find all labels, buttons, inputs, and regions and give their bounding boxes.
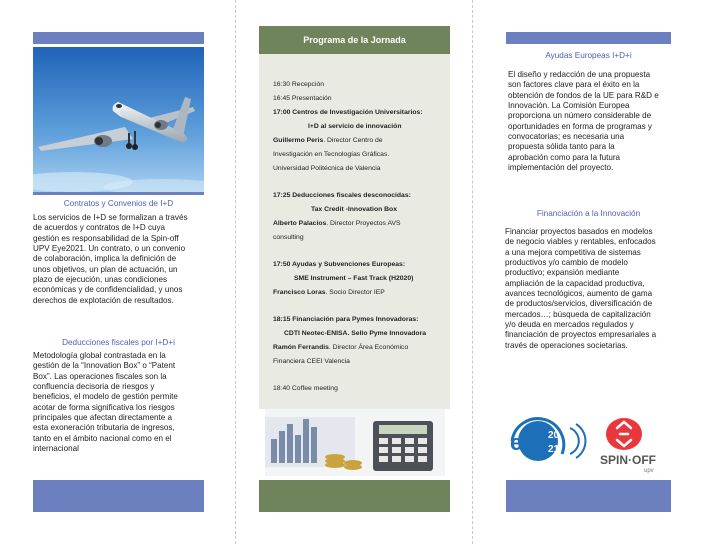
right-top-bar — [506, 32, 671, 44]
program-item: Investigación en Tecnologías Gráficas. — [273, 151, 390, 158]
text-line: confluencia decisoria de riesgos y — [33, 382, 155, 392]
text-line: de productos/servicios, diversificación de — [505, 299, 653, 309]
logos-area — [500, 406, 670, 476]
program-item: 16:45 Presentación — [273, 95, 332, 102]
text-line: mercados…; búsqueda de capitalización — [505, 309, 651, 319]
text-line: avances tecnológicos, aumento de gama — [505, 289, 653, 299]
section-title-financing: Financiación a la Innovación — [536, 209, 641, 218]
left-mid-bar — [33, 192, 204, 195]
text-line: a una mejora competitiva de sistemas — [505, 247, 641, 257]
program-box — [259, 54, 450, 409]
svg-text:21: 21 — [548, 444, 560, 455]
text-line: oportunidades en forma de programas y — [508, 121, 652, 131]
left-top-bar — [33, 32, 204, 44]
program-item: Ramón Ferrandis. Director Área Económico — [273, 344, 409, 351]
text-line: Los servicios de I+D se formalizan a través — [33, 213, 188, 222]
program-item: Alberto Palacios. Director Proyectos AVS — [273, 220, 401, 227]
left-bottom-bar — [33, 480, 204, 512]
text-line: beneficios, el modelo de gestión permite — [33, 392, 178, 402]
text-line: productivo; expansión mediante — [505, 268, 620, 278]
text-line: de colaboración, implica la definición de — [33, 254, 177, 264]
text-line: de negocio viables y rentables, enfocados — [505, 237, 656, 247]
text-line: gestión es responsabilidad de la Spin-off — [33, 233, 179, 243]
text-line: acotar de forma significativa los riesgos — [33, 402, 175, 412]
program-item: Universidad Politécnica de Valencia — [273, 165, 381, 172]
text-line: UPV Eye2021. Un contrato, o un convenio — [33, 244, 186, 254]
section-title-contracts: Contratos y Convenios de I+D — [63, 199, 174, 208]
text-line: principales que afectan directamente a — [33, 413, 173, 423]
program-item: 18:15 Financiación para Pymes Innovadoras: — [273, 316, 419, 323]
program-item: 18:40 Coffee meeting — [273, 385, 338, 392]
text-line: través de operaciones societarias. — [505, 340, 628, 350]
text-line: tanto en el ámbito nacional como en el — [33, 433, 172, 443]
section-body-tax — [33, 351, 208, 454]
text-line: El diseño y redacción de una propuesta — [508, 70, 651, 79]
svg-text:SPIN·OFF: SPIN·OFF — [600, 453, 656, 467]
program-item: 17:00 Centros de Investigación Universitarios: — [273, 109, 423, 116]
eye2021-logo — [500, 406, 670, 476]
section-body-financing — [505, 227, 680, 351]
text-line: de acuerdos y contratos de I+D cuya — [33, 223, 166, 233]
text-line: financiación de proyectos empresariales a — [505, 330, 657, 340]
program-item: CDTI Neotec-ENISA. Sello Pyme Innovadora — [284, 330, 427, 337]
text-line: Metodología global contrastada en la — [33, 351, 166, 360]
middle-bottom-bar — [259, 480, 450, 512]
svg-text:eye: eye — [510, 430, 547, 455]
text-line: unos objetivos, un plan de actuación, un — [33, 264, 178, 274]
program-item: consulting — [273, 234, 304, 241]
program-header: Programa de la Jornada — [259, 26, 450, 54]
text-line: proporciona un número considerable de — [508, 111, 652, 121]
text-line: derechos de explotación de resultados. — [33, 295, 174, 305]
section-body-contracts — [33, 213, 208, 306]
program-item: Guillermo Peris. Director Centro de — [273, 137, 383, 144]
text-line: económicas y de confidencialidad, y unos — [33, 285, 183, 295]
program-item: SME Instrument – Fast Track (H2020) — [294, 275, 414, 282]
program-item: 17:50 Ayudas y Subvenciones Europeas: — [273, 261, 406, 268]
fold-line-left — [235, 0, 236, 544]
text-line: plazo de ejecución, unas condiciones — [33, 275, 168, 285]
text-line: gestión de la “Innovation Box” o “Patent — [33, 361, 176, 371]
text-line: Financiar proyectos basados en modelos — [505, 227, 653, 236]
section-title-eu-funding: Ayudas Europeas I+D+i — [545, 51, 632, 60]
text-line: Innovación. La Comisión Europea — [508, 101, 630, 111]
text-line: son factores clave para el éxito en la — [508, 80, 640, 90]
right-bottom-bar — [506, 480, 671, 512]
program-item: Francisco Loras. Socio Director IEP — [273, 289, 385, 296]
section-body-eu-funding — [508, 70, 678, 173]
program-item: 16:30 Recepción — [273, 81, 325, 88]
text-line: internacional — [33, 444, 79, 454]
section-title-tax: Deducciones fiscales por I+D+i — [62, 338, 175, 347]
airplane-image — [33, 47, 204, 192]
finance-image — [265, 409, 445, 476]
program-item: Tax Credit -Innovation Box — [311, 206, 397, 213]
fold-line-right — [472, 0, 473, 544]
text-line: aprobación como para la futura — [508, 152, 621, 162]
text-line: y/o deuda en mercados regulados y — [505, 320, 634, 330]
text-line: esta exoneración tributaria de ingresos, — [33, 423, 175, 433]
text-line: implementación del proyecto. — [508, 163, 614, 173]
text-line: obtención de fondos de la UE para R&D e — [508, 90, 659, 100]
program-item: 17:25 Deducciones fiscales desconocidas: — [273, 192, 411, 199]
text-line: convocatorias; es necesaria una — [508, 132, 625, 142]
text-line: propuesta sólida tanto para la — [508, 142, 615, 152]
text-line: Box”. Las operaciones fiscales son la — [33, 371, 167, 381]
text-line: ampliación de la capacidad productiva, — [505, 278, 645, 288]
svg-text:20: 20 — [548, 430, 560, 441]
program-item: Financiera CEEI Valencia — [273, 358, 350, 365]
text-line: productivos y/o cambio de modelo — [505, 258, 628, 268]
svg-text:upv: upv — [644, 468, 654, 474]
program-item: I+D al servicio de innovación — [308, 123, 402, 130]
